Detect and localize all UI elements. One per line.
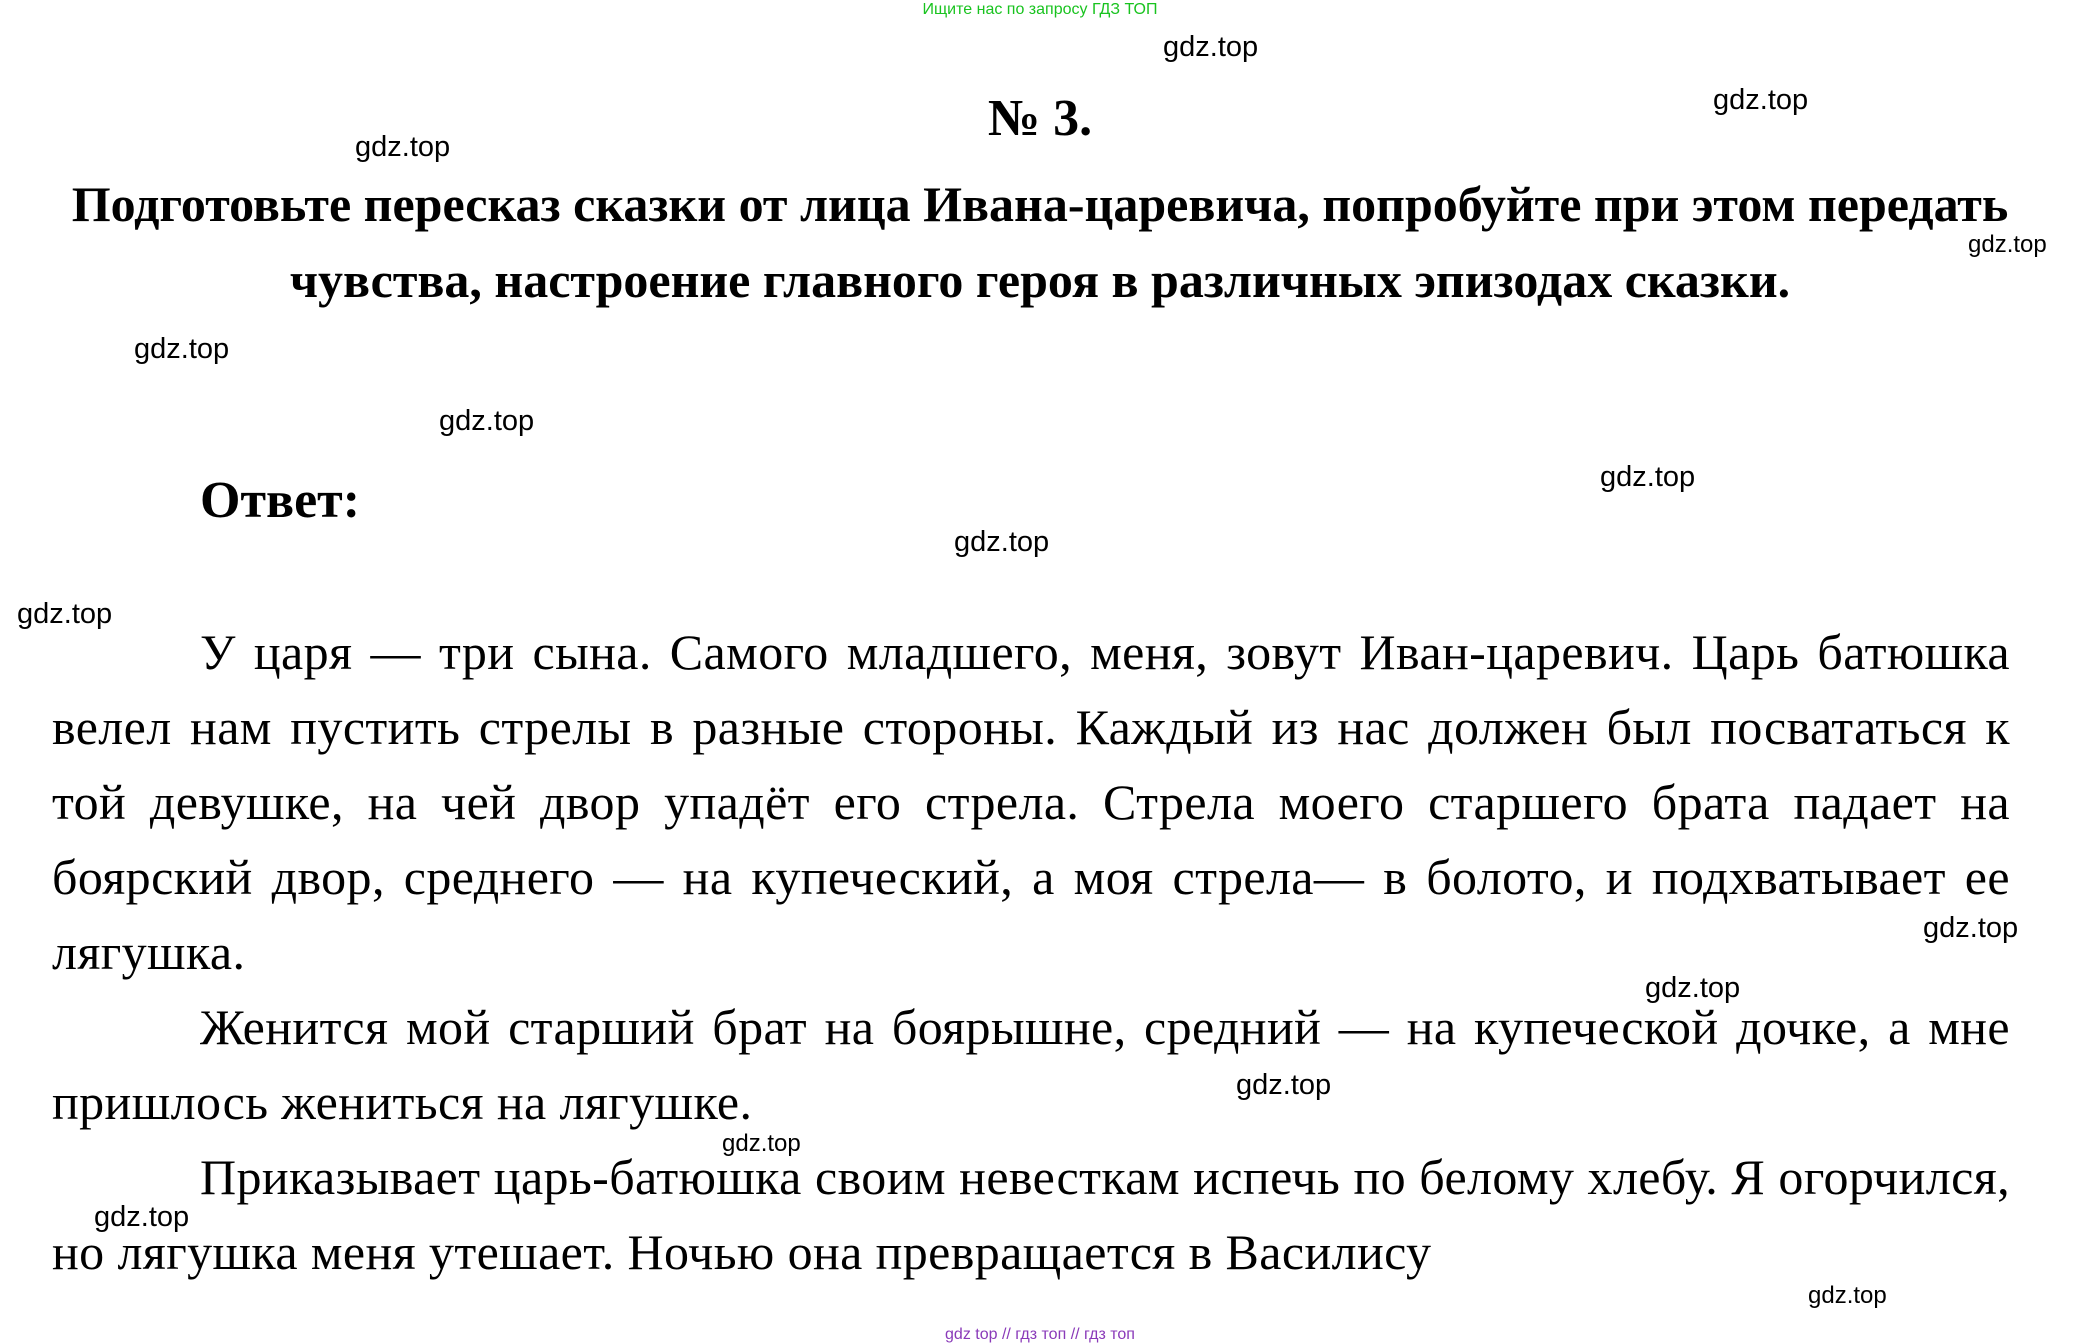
watermark: gdz.top: [1713, 84, 1809, 116]
watermark: gdz.top: [722, 1130, 801, 1157]
watermark: gdz.top: [1236, 1069, 1332, 1101]
task-text: Подготовьте пересказ сказки от лица Ивана-царевича, попробуйте при этом передать чувства, настроение главного героя в различных эпизодах сказки.: [71, 176, 2009, 308]
watermark: gdz.top: [134, 333, 230, 365]
watermark: gdz.top: [1163, 31, 1259, 63]
watermark: gdz.top: [1645, 972, 1741, 1004]
answer-paragraph-3: Приказывает царь-батюшка своим невесткам испечь по белому хлебу. Я огорчился, но лягушка меня утешает. Ночью она превращается в Василису: [52, 1149, 2010, 1280]
watermark: gdz.top: [94, 1201, 190, 1233]
answer-body: [52, 615, 2010, 1290]
watermark: gdz.top: [1808, 1282, 1887, 1309]
watermark: gdz.top: [1923, 912, 2019, 944]
watermark: gdz.top: [1968, 231, 2047, 258]
watermark: gdz.top: [954, 526, 1050, 558]
watermark: gdz.top: [439, 405, 535, 437]
answer-label: Ответ:: [200, 472, 361, 529]
watermark: gdz.top: [17, 598, 113, 630]
watermark: gdz.top: [355, 131, 451, 163]
footer-links[interactable]: gdz top // гдз топ // гдз топ: [945, 1326, 1135, 1343]
answer-paragraph-1: У царя — три сына. Самого младшего, меня, зовут Иван-царевич. Царь батюшка велел нам пустить стрелы в разные стороны. Каждый из нас должен был посвататься к той девушке, на чей двор упадёт его стрела. Стрела моего старшего брата падает на боярский двор, среднего — на купеческий, а моя стрела— в болото, и подхватывает ее лягушка.: [52, 624, 2010, 980]
watermark: gdz.top: [1600, 461, 1696, 493]
top-banner: Ищите нас по запросу ГДЗ ТОП: [922, 1, 1158, 18]
answer-paragraph-2: Женится мой старший брат на боярышне, средний — на купеческой дочке, а мне пришлось жениться на лягушке.: [52, 999, 2010, 1130]
task-number: № 3.: [987, 90, 1093, 147]
